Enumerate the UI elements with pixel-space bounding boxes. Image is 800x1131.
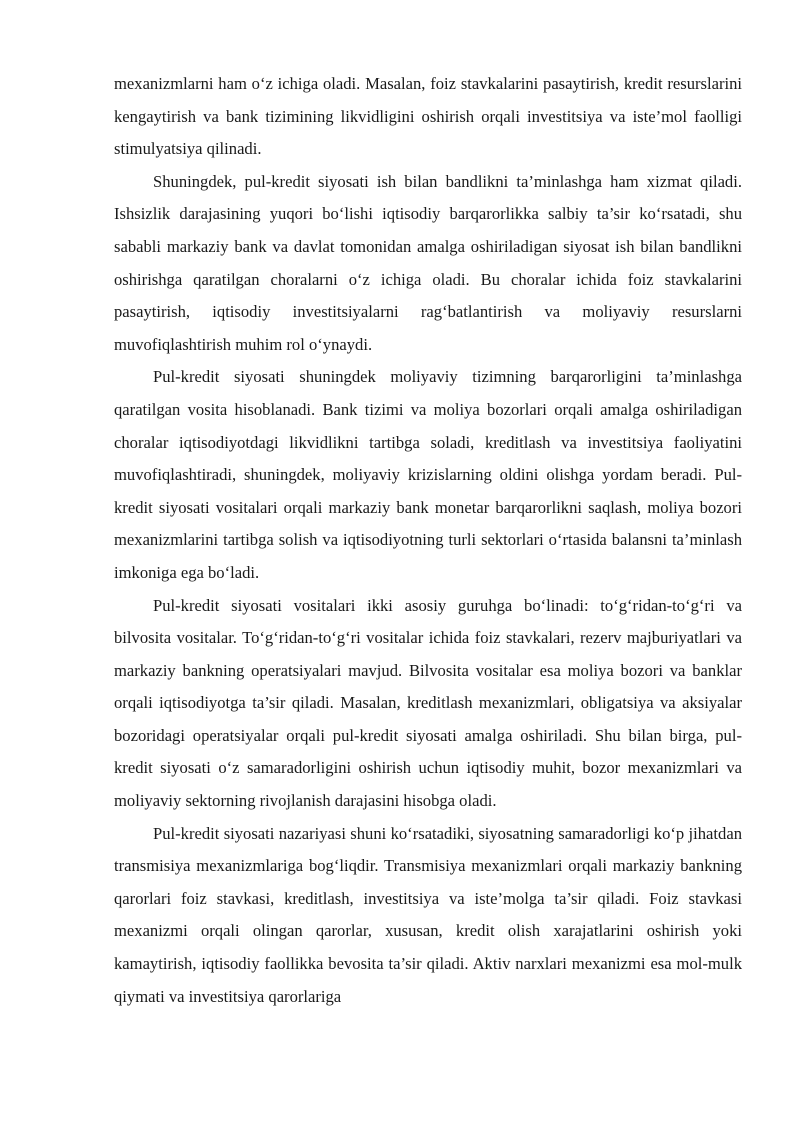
- paragraph-5: Pul-kredit siyosati nazariyasi shuni ko‘rsatadiki, siyosatning samaradorligi ko‘p jihatdan transmisiya mexanizmlariga bog‘liqdir. Transmisiya mexanizmlari orqali markaziy bankning qarorlari foiz stavkasi, kreditlash, investitsiya va iste’molga ta’sir qiladi. Foiz stavkasi mexanizmi orqali olingan qarorlar, xususan, kredit olish xarajatlarini oshirish yoki kamaytirish, iqtisodiy faollikka bevosita ta’sir qiladi. Aktiv narxlari mexanizmi esa mol-mulk qiymati va investitsiya qarorlariga: [114, 823, 742, 1006]
- paragraph-2: Shuningdek, pul-kredit siyosati ish bilan bandlikni ta’minlashga ham xizmat qiladi. Ishsizlik darajasining yuqori bo‘lishi iqtisodiy barqarorlikka salbiy ta’sir ko‘rsatadi, shu sababli markaziy bank va davlat tomonidan amalga oshiriladigan siyosat ish bilan bandlikni oshirishga qaratilgan choralarni o‘z ichiga oladi. Bu choralar ichida foiz stavkalarini pasaytirish, iqtisodiy investitsiyalarni rag‘batlantirish va moliyaviy resurslarni muvofiqlashtirish muhim rol o‘ynaydi.: [114, 171, 742, 354]
- document-body: [114, 68, 742, 1013]
- paragraph-4: Pul-kredit siyosati vositalari ikki asosiy guruhga bo‘linadi: to‘g‘ridan-to‘g‘ri va bilvosita vositalar. To‘g‘ridan-to‘g‘ri vositalar ichida foiz stavkalari, rezerv majburiyatlari va markaziy bankning operatsiyalari mavjud. Bilvosita vositalar esa moliya bozori va banklar orqali iqtisodiyotga ta’sir qiladi. Masalan, kreditlash mexanizmlari, obligatsiya va aksiyalar bozoridagi operatsiyalar orqali pul-kredit siyosati amalga oshiriladi. Shu bilan birga, pul-kredit siyosati o‘z samaradorligini oshirish uchun iqtisodiy muhit, bozor mexanizmlari va moliyaviy sektorning rivojlanish darajasini hisobga oladi.: [114, 595, 742, 811]
- paragraph-1: mexanizmlarni ham o‘z ichiga oladi. Masalan, foiz stavkalarini pasaytirish, kredit resurslarini kengaytirish va bank tizimining likvidligini oshirish orqali investitsiya va iste’mol faolligi stimulyatsiya qilinadi.: [114, 74, 742, 159]
- paragraph-3: Pul-kredit siyosati shuningdek moliyaviy tizimning barqarorligini ta’minlashga qaratilgan vosita hisoblanadi. Bank tizimi va moliya bozorlari orqali amalga oshiriladigan choralar iqtisodiyotdagi likvidlikni tartibga soladi, kreditlash va investitsiya faoliyatini muvofiqlashtiradi, shuningdek, moliyaviy krizislarning oldini olishga yordam beradi. Pul-kredit siyosati vositalari orqali markaziy bank monetar barqarorlikni saqlash, moliya bozori mexanizmlarini tartibga solish va iqtisodiyotning turli sektorlari o‘rtasida balansni ta’minlash imkoniga ega bo‘ladi.: [114, 367, 742, 582]
